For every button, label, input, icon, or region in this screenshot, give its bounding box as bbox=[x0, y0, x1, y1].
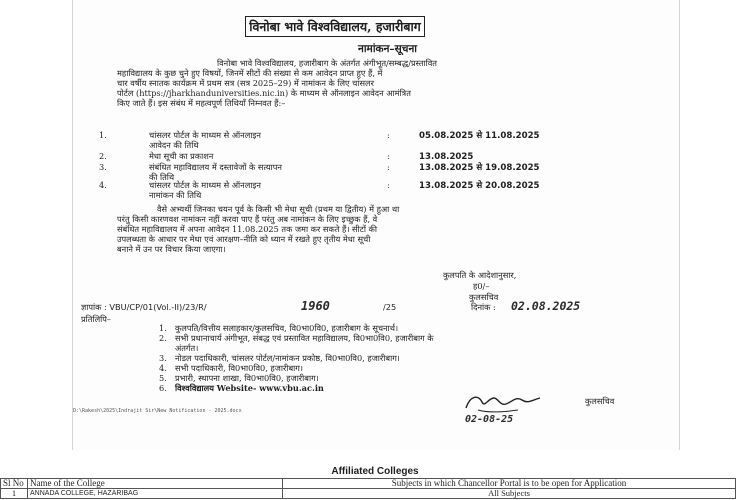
schedule-row: 2. मेधा सूची का प्रकाशन : 13.08.2025 bbox=[99, 151, 474, 162]
copy-list bbox=[159, 323, 639, 393]
schedule-row: 4. चांसलर पोर्टल के माध्यम से ऑनलाइन नामांकन की तिथि : 13.08.2025 से 20.08.2025 bbox=[99, 180, 540, 200]
schedule-number: 2. bbox=[99, 151, 107, 161]
date-label: दिनांक : bbox=[471, 302, 496, 312]
schedule-number: 4. bbox=[99, 180, 107, 190]
column-header: Sl No bbox=[1, 479, 28, 489]
order-by-vc: कुलपति के आदेशानुसार, bbox=[443, 270, 517, 280]
handwritten-date: 02-08-25 bbox=[465, 414, 514, 425]
schedule-label: मेधा सूची का प्रकाशन bbox=[149, 151, 214, 161]
registrar-signature-label: कुलसचिव bbox=[585, 396, 615, 406]
schedule-label: चांसलर पोर्टल के माध्यम से ऑनलाइन आवेदन की तिथि bbox=[149, 130, 261, 150]
schedule-date: 05.08.2025 से 11.08.2025 bbox=[419, 131, 540, 141]
memo-number: 1960 bbox=[301, 299, 330, 313]
copy-item: 2. सभी प्रधानाचार्य अंगीभूत, संबद्ध एवं प्रस्तावित महाविद्यालय, वि0भा0वि0, हजारीबाग के bbox=[159, 333, 434, 343]
memo-prefix: ज्ञापांक : VBU/CP/01(Vol.-II)/23/R/ bbox=[81, 302, 207, 312]
affiliated-colleges-section bbox=[0, 460, 750, 500]
copy-item: 3. नोडल पदाधिकारी, चांसलर पोर्टल/नामांकन प्रकोष्ठ, वि0भा0वि0, हजारीबाग। bbox=[159, 353, 400, 363]
copy-item: 5. प्रभारी, स्थापना शाखा, वि0भा0वि0, हजारीबाग। bbox=[159, 373, 319, 383]
copy-heading: प्रतिलिपि– bbox=[81, 314, 111, 324]
schedule-label: संबंधित महाविद्यालय में दस्तावेजों के सत्यापन की तिथि bbox=[149, 162, 282, 182]
memo-suffix: /25 bbox=[383, 302, 397, 312]
university-title-box: विनोबा भावे विश्वविद्यालय, हजारीबाग bbox=[245, 16, 425, 37]
paragraph-line: परंतु किसी कारणवश नामांकन नहीं करवा पाए हैं परंतु अब नामांकन के लिए इच्छुक हैं, वे bbox=[117, 214, 378, 224]
table-cell: 1 bbox=[1, 489, 28, 499]
schedule-date: 13.08.2025 से 19.08.2025 bbox=[419, 163, 540, 173]
intro-paragraph bbox=[117, 58, 617, 108]
memo-line bbox=[81, 300, 661, 314]
intro-line: विनोबा भावे विश्वविद्यालय, हजारीबाग के अंतर्गत अंगीभूत/सम्बद्ध/प्रस्तावित bbox=[217, 58, 437, 68]
intro-line: पोर्टल (https://jharkhanduniversities.nic.in) के माध्यम से ऑनलाइन आवेदन आमंत्रित bbox=[117, 88, 411, 98]
registrar-designation: कुलसचिव bbox=[469, 292, 499, 302]
column-header: Name of the College bbox=[28, 479, 283, 489]
website-line: विश्वविद्यालय Website- www.vbu.ac.in bbox=[175, 383, 324, 393]
schedule-number: 1. bbox=[99, 130, 107, 140]
copy-item: 4. सभी पदाधिकारी, वि0भा0वि0, हजारीबाग। bbox=[159, 363, 303, 373]
late-applicant-paragraph bbox=[117, 204, 617, 254]
column-header: Subjects in which Chancellor Portal is to be open for Application bbox=[283, 479, 736, 489]
table-cell: ANNADA COLLEGE, HAZARIBAG bbox=[28, 489, 283, 499]
copy-item-continuation: अंतर्गत। bbox=[175, 343, 199, 353]
schedule-row: 3. संबंधित महाविद्यालय में दस्तावेजों के सत्यापन की तिथि : 13.08.2025 से 19.08.2025 bbox=[99, 162, 540, 182]
signed-mark: ह0/– bbox=[473, 281, 490, 291]
paragraph-line: बनाने में उन पर विचार किया जाएगा। bbox=[117, 244, 226, 254]
date-value: 02.08.2025 bbox=[511, 299, 581, 313]
notice-subtitle: नामांकन–सूचना bbox=[358, 43, 417, 55]
schedule-date: 13.08.2025 से 20.08.2025 bbox=[419, 181, 540, 191]
schedule-label: चांसलर पोर्टल के माध्यम से ऑनलाइन नामांकन की तिथि bbox=[149, 180, 261, 200]
paragraph-line: उपलब्धता के आधार पर मेधा एवं आरक्षण–नीति को ध्यान में रखते हुए तृतीय मेधा सूची bbox=[117, 234, 371, 244]
notice-document bbox=[72, 0, 680, 450]
schedule-row: 1. चांसलर पोर्टल के माध्यम से ऑनलाइन आवेदन की तिथि : 05.08.2025 से 11.08.2025 bbox=[99, 130, 540, 150]
table-row bbox=[1, 489, 736, 499]
copy-item: 6. विश्वविद्यालय Website- www.vbu.ac.in bbox=[159, 383, 324, 393]
intro-line: महाविद्यालय के कुछ चुने हुए विषयों, जिनमें सीटों की संख्या से कम आवेदन प्राप्त हुए हैं, में bbox=[117, 68, 383, 78]
affiliated-colleges-title: Affiliated Colleges bbox=[331, 466, 419, 477]
table-header-row bbox=[1, 479, 736, 489]
paragraph-line: वैसे अभ्यर्थी जिनका चयन पूर्व के किसी भी मेधा सूची (प्रथम या द्वितीय) में हुआ था bbox=[157, 204, 400, 214]
schedule-number: 3. bbox=[99, 162, 107, 172]
intro-line: किए जाते हैं। इस संबंध में महत्वपूर्ण तिथियाँ निम्नवत हैं:– bbox=[117, 98, 286, 108]
paragraph-line: संबंधित महाविद्यालय में अपना आवेदन 11.08.2025 तक जमा कर सकते हैं। सीटों की bbox=[117, 224, 377, 234]
file-path: D:\Rakesh\2025\Indrajit Sir\New Notification - 2025.docx bbox=[73, 408, 242, 414]
schedule-date: 13.08.2025 bbox=[419, 152, 474, 162]
affiliated-colleges-table bbox=[0, 478, 736, 499]
table-cell: All Subjects bbox=[283, 489, 736, 499]
copy-item: 1. कुलपति/वित्तीय सलाहकार/कुलसचिव, वि0भा0वि0, हजारीबाग के सूचनार्थ। bbox=[159, 323, 399, 333]
intro-line: चार वर्षीय स्नातक कार्यक्रम में प्रथम सत्र (सत्र 2025–29) में नामांकन के लिए चांसलर bbox=[117, 78, 374, 88]
